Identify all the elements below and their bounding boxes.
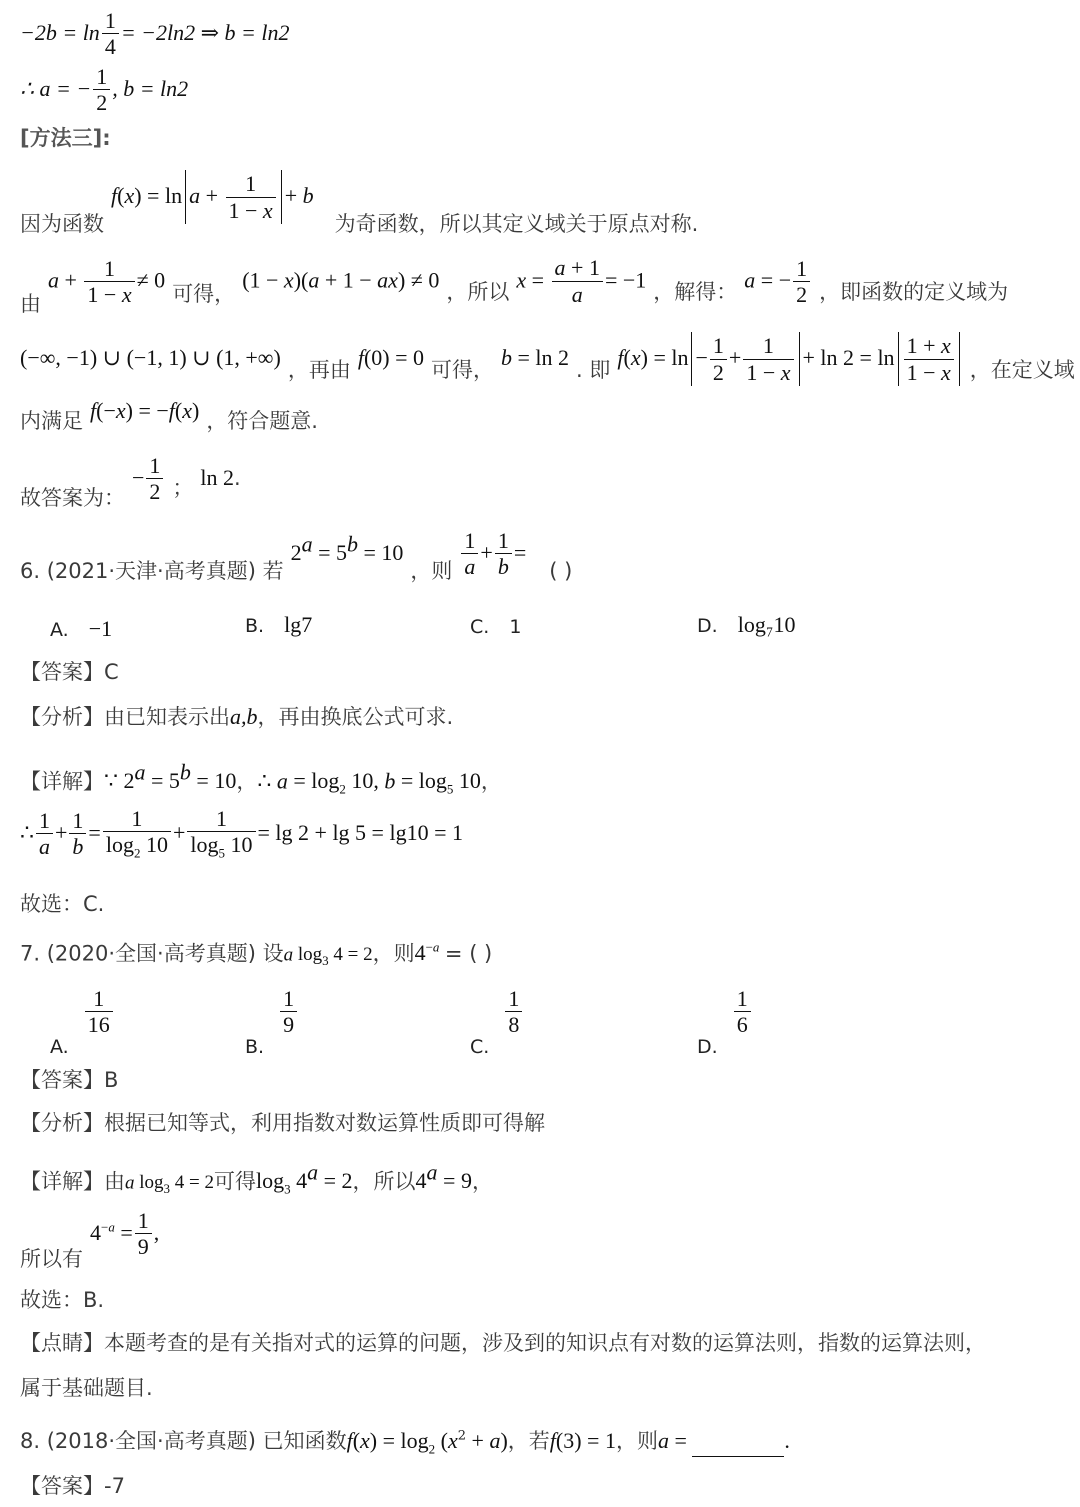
q6-analysis: 【分析】由已知表示出a,b，再由换底公式可求. — [20, 704, 454, 729]
question-8: 8. (2018·全国·高考真题) 已知函数$f(x) = \log_2 (x^2 + a)$，若f(3) = 1，则a = . — [20, 1428, 790, 1457]
option-den: 16 — [87, 1012, 110, 1038]
q6-derivation: ∴ $\frac{1}{a}$ + $\frac{1}{b}$ = $\frac{1}{\log_2 10}$ + $\frac{1}{\log_5 10}$ = lg 2 + lg 5 = lg10 = 1 — [20, 806, 463, 861]
derivation-line-1: −2b = ln $\frac{1}{4}$ = −2ln2 ⇒ b = ln2 — [20, 8, 290, 60]
text-semicolon: ； — [172, 475, 194, 500]
q6-detail: 【详解】∵ $2^a = 5^b = 10$，∴ $a = \log_2 10$, $b = \log_5 10$， — [20, 760, 502, 797]
option-label: D. — [697, 615, 718, 637]
q6-option-c[interactable] — [470, 616, 521, 638]
q6-option-b[interactable] — [245, 612, 312, 638]
option-label: A. — [50, 619, 69, 641]
option-num: 1 — [280, 986, 297, 1012]
q6-option-a[interactable] — [50, 616, 112, 642]
q6-paren: ( ) — [549, 558, 573, 583]
q6-detail-label: 【详解】 — [20, 769, 104, 794]
text-by: 由 — [20, 292, 41, 317]
q7-detail-get: 可得 — [214, 1169, 256, 1194]
text-again: ，再由 — [287, 358, 351, 382]
q6-choose: 故选：C. — [20, 892, 105, 916]
option-num: 1 — [734, 986, 751, 1012]
option-label: D. — [697, 1036, 718, 1059]
option-value: 1 — [509, 616, 522, 638]
option-num: 1 — [85, 986, 113, 1012]
q7-detail: 【详解】由a $\log_3 4 = 2$可得$\log_3 4^a = 2$，所以$4^a = 9$， — [20, 1160, 493, 1197]
q7-option-d[interactable] — [697, 986, 753, 1059]
paragraph-domain: 由 a + $\frac{1}{1 - x}$ ≠ 0 可得， (1 − x)(a + 1 − ax) ≠ 0 ，所以 x = $\frac{a + 1}{a}$ = −1 ，解得： a = − $\frac{1}{2}$ ，即函数的定义域为 — [20, 255, 1009, 317]
final-answer-line: 故答案为： − $\frac{1}{2}$ ； ln 2. — [20, 453, 241, 510]
q7-answer: 【答案】B — [20, 1068, 119, 1092]
option-label: C. — [470, 616, 490, 638]
q7-option-a[interactable] — [50, 986, 115, 1059]
option-label: C. — [470, 1036, 490, 1059]
paragraph-satisfy: 内满足 f(−x) = −f(x) ，符合题意. — [20, 398, 318, 433]
q6-option-d[interactable] — [697, 612, 796, 638]
q7-result: 所以有 $4^{-a}$ = $\frac{1}{9}$ , — [20, 1208, 160, 1271]
q7-option-b[interactable] — [245, 986, 299, 1059]
q7-detail-so: ，所以 — [352, 1169, 416, 1194]
q7-prefix: 7. (2020·全国·高考真题) 设 — [20, 941, 284, 966]
method-three-heading: [方法三]: — [20, 126, 111, 150]
option-label: A. — [50, 1036, 69, 1059]
text-so: ，所以 — [446, 280, 510, 305]
option-den: 8 — [508, 1012, 520, 1038]
q7-comment-1: 【点睛】本题考查的是有关指对式的运算的问题，涉及到的知识点有对数的运算法则，指数的运算法则， — [20, 1331, 986, 1355]
q7-so-have: 所以有 — [20, 1246, 83, 1271]
paragraph-check: (−∞, −1) ∪ (−1, 1) ∪ (1, +∞) ，再由 f(0) = 0 可得， b = ln 2 . 即 f(x) = ln − $\frac{1}{2}$ + $\frac{1}{1 - x}$ + ln 2 = ln $\frac{1 + x}{1 - x}$ ，在定义域 — [20, 333, 1075, 385]
q7-comment-2: 属于基础题目. — [20, 1376, 153, 1400]
text-satisfy: 内满足 — [20, 409, 83, 433]
q7-analysis: 【分析】根据已知等式，利用指数对数运算性质即可得解 — [20, 1111, 545, 1135]
option-label: B. — [245, 615, 265, 637]
q8-if: ，若 — [507, 1429, 550, 1453]
option-den: 6 — [736, 1012, 748, 1038]
text-namely: . 即 — [576, 358, 611, 382]
q8-prefix: 8. (2018·全国·高考真题) 已知函数 — [20, 1429, 347, 1453]
text-period: . — [234, 465, 241, 490]
q7-then: ，则 — [372, 941, 415, 966]
q6-analysis-text-a: 【分析】由已知表示出 — [20, 705, 230, 729]
text-get: 可得， — [172, 282, 236, 307]
text-solve: ，解得： — [653, 280, 738, 305]
q7-option-c[interactable] — [470, 986, 524, 1059]
q6-analysis-text-b: ，再由换底公式可求. — [257, 705, 454, 729]
q6-prefix: 6. (2021·天津·高考真题) 若 — [20, 558, 284, 583]
text-get-2: 可得， — [431, 358, 495, 382]
option-value: −1 — [88, 616, 113, 641]
q8-answer-blank[interactable] — [692, 1434, 784, 1457]
text-answer-is: 故答案为： — [20, 485, 125, 510]
text-domain-is: ，即函数的定义域为 — [819, 280, 1009, 305]
q7-choose: 故选：B. — [20, 1288, 105, 1312]
option-num: 1 — [505, 986, 522, 1012]
q6-answer: 【答案】C — [20, 660, 119, 684]
option-value: lg7 — [284, 612, 313, 637]
text-odd-function: 为奇函数，所以其定义域关于原点对称. — [334, 212, 699, 236]
q6-then: ，则 — [410, 558, 453, 583]
question-6: 6. (2021·天津·高考真题) 若 $2^a = 5^b = 10$ ，则 $\frac{1}{a}$ + $\frac{1}{b}$ = ( ) — [20, 528, 573, 583]
option-den: 9 — [283, 1012, 295, 1038]
text-because-function: 因为函数 — [20, 212, 104, 236]
option-label: B. — [245, 1036, 265, 1059]
paragraph-function-odd: 因为函数 f(x) = ln a + $\frac{1}{1 - x}$ + b 为奇函数，所以其定义域关于原点对称. — [20, 171, 699, 236]
text-in-domain: ，在定义域 — [969, 358, 1075, 382]
q8-answer: 【答案】-7 — [20, 1474, 125, 1498]
q8-then: ，则 — [615, 1429, 658, 1453]
option-value: log₇10 — [737, 612, 796, 637]
q7-paren: = ( ) — [444, 941, 493, 966]
text-meets: ，符合题意. — [206, 409, 318, 433]
derivation-line-2: ∴ a = − $\frac{1}{2}$ , b = ln2 — [20, 64, 189, 116]
q7-detail-label: 【详解】由 — [20, 1169, 125, 1194]
question-7: 7. (2020·全国·高考真题) 设a $\log_3 4 = 2$，则$4^{-a}$ = ( ) — [20, 940, 493, 969]
